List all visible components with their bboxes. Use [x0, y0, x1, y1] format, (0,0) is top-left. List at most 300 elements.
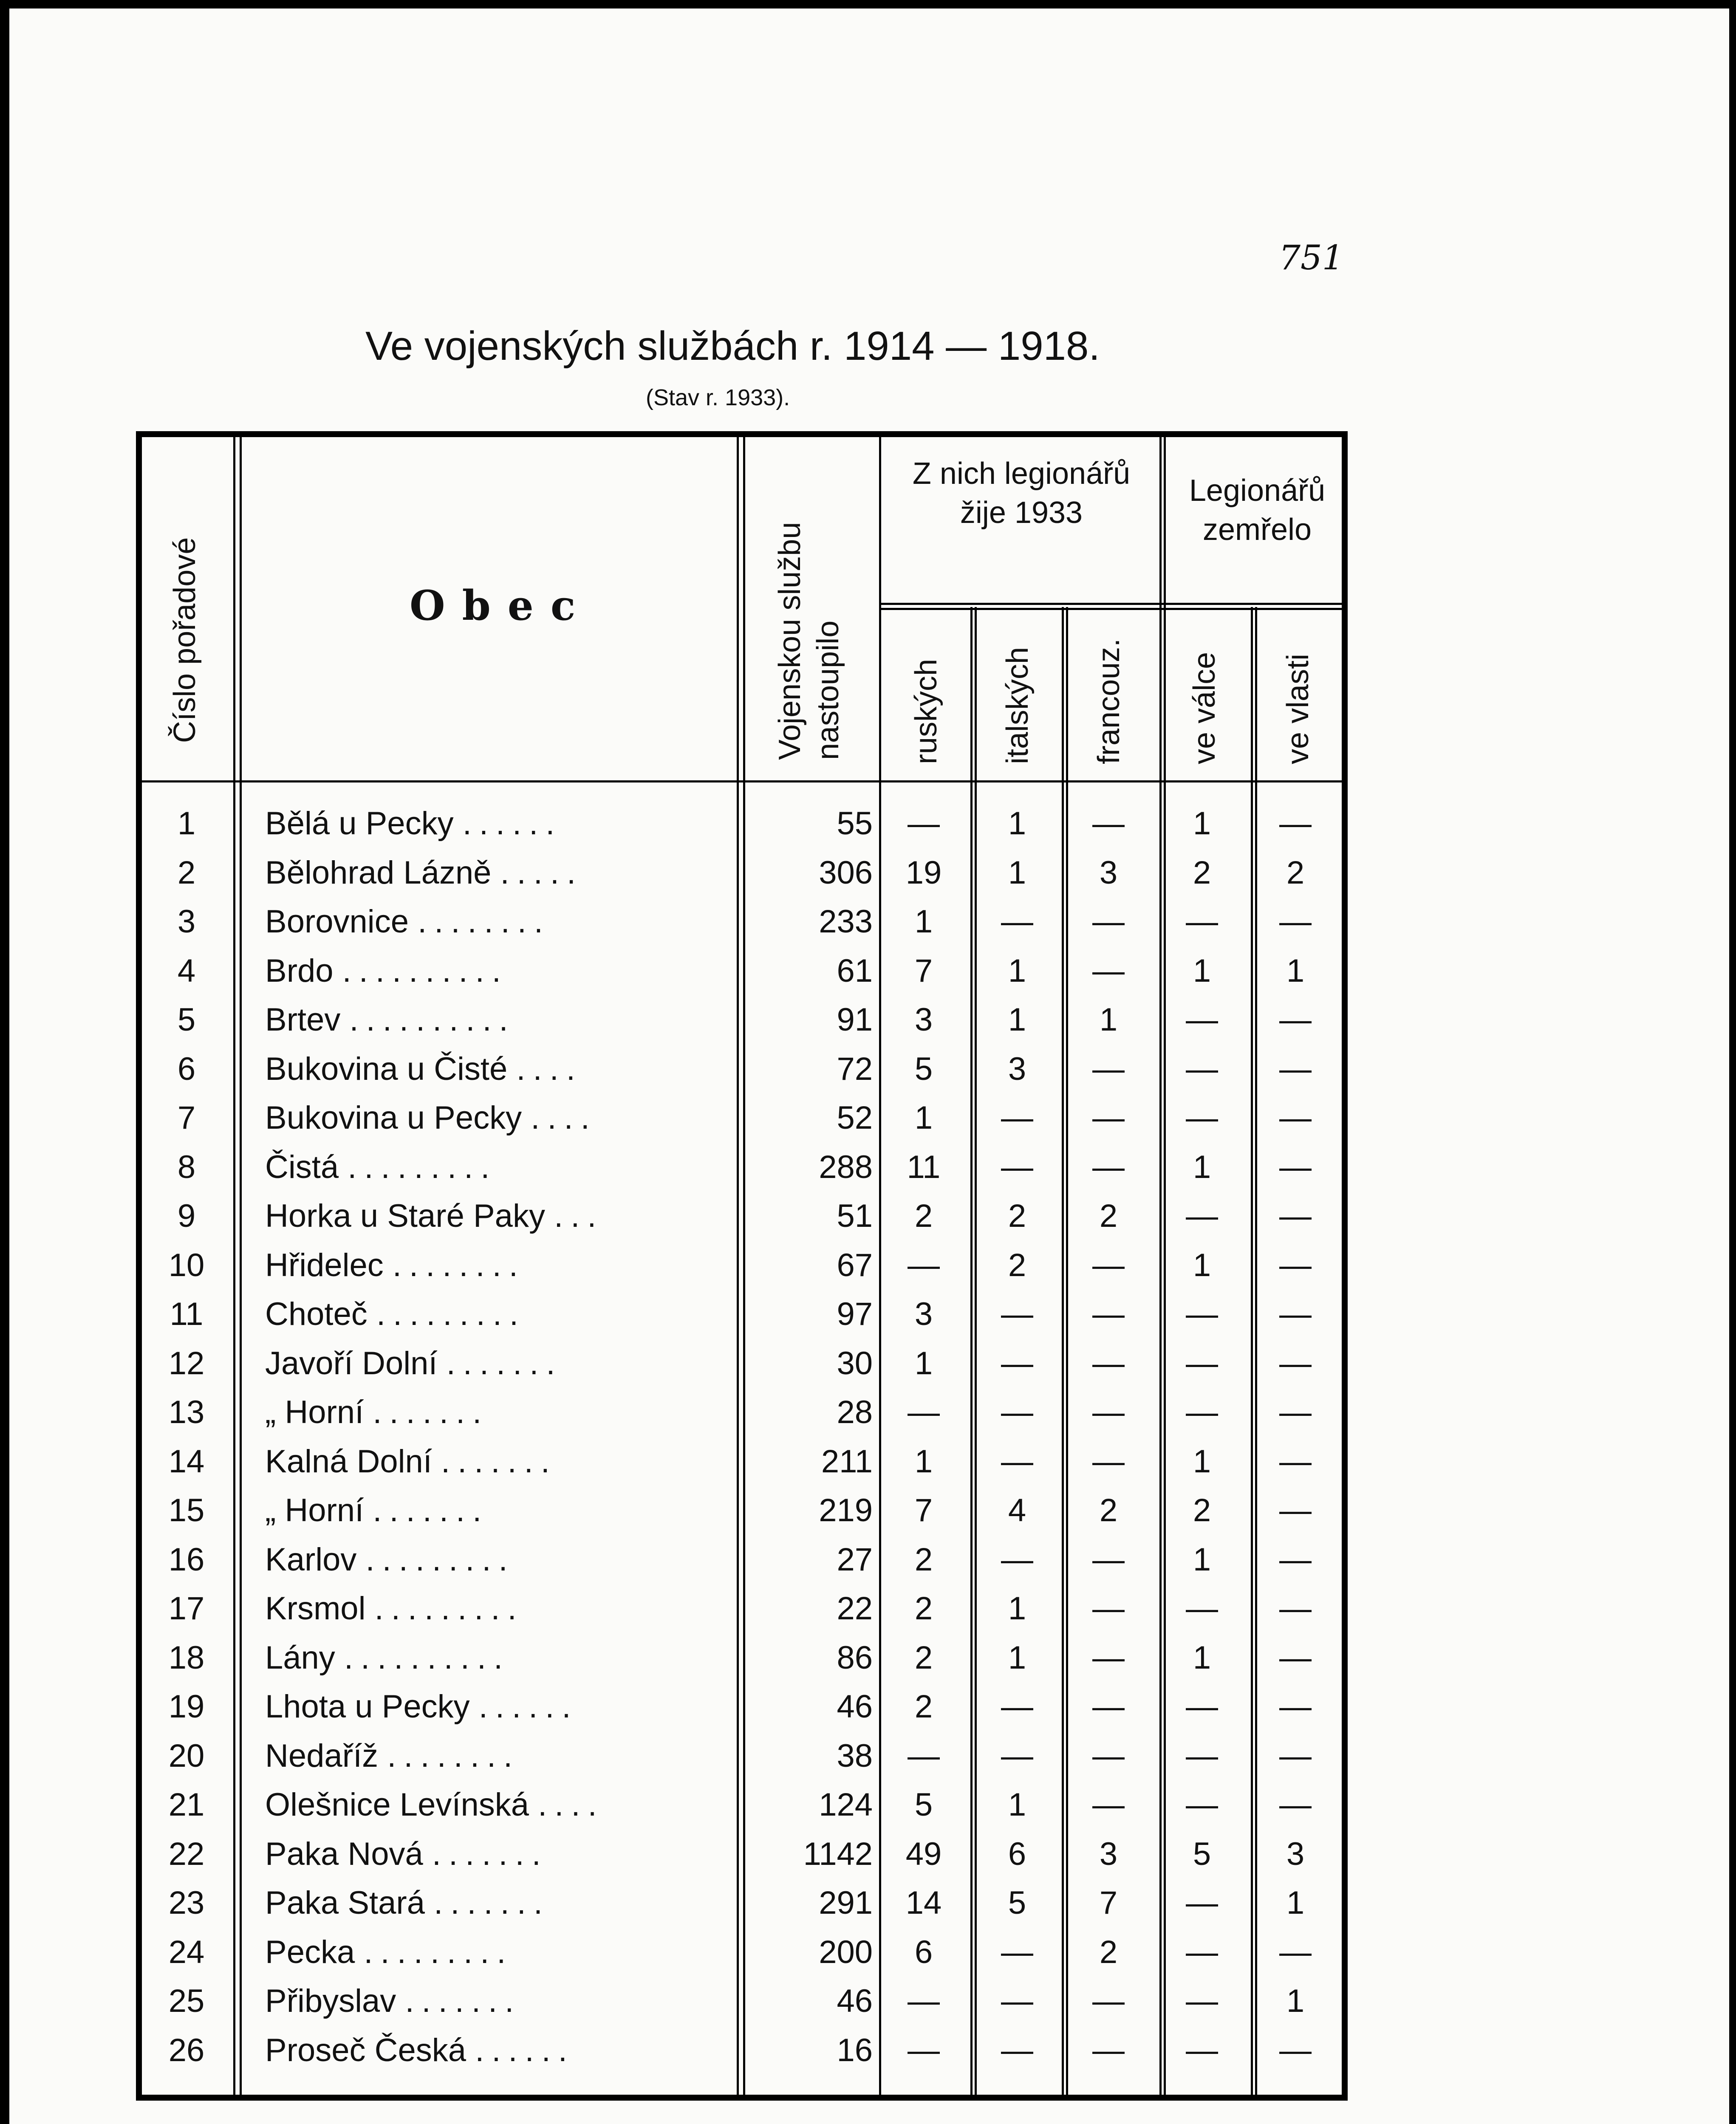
cell-ita: 4 — [1008, 1492, 1026, 1528]
header-zemrelo: Legionářů zemřelo — [1189, 474, 1326, 547]
table-row — [142, 1437, 1342, 1486]
cell-rus: 2 — [914, 1590, 933, 1627]
cell-war: — — [1186, 1051, 1218, 1087]
cell-name — [265, 1093, 711, 1143]
cell-home: — — [1279, 1247, 1312, 1283]
leader-dots: ....... — [434, 1885, 550, 1921]
cell-name — [265, 1928, 711, 1977]
cell-fra: — — [1092, 1100, 1125, 1136]
cell-total: 61 — [837, 952, 873, 989]
cell-total: 27 — [837, 1541, 873, 1578]
cell-total: 306 — [819, 854, 873, 891]
header-ruskych: ruských — [909, 658, 943, 764]
cell-name — [265, 1633, 711, 1683]
cell-name — [265, 1388, 711, 1437]
cell-war: — — [1186, 1689, 1218, 1725]
cell-home: — — [1279, 1590, 1312, 1627]
municipality-name: Brtev — [265, 1002, 341, 1038]
cell-ita: 1 — [1008, 952, 1026, 989]
page-title: Ve vojenských službách r. 1914 — 1918. — [365, 323, 1100, 369]
municipality-name: Brdo — [265, 952, 334, 989]
rule — [879, 608, 1342, 610]
cell-no: 11 — [170, 1296, 204, 1332]
cell-fra: — — [1092, 1689, 1125, 1725]
municipality-name: „ Horní — [265, 1394, 364, 1430]
cell-no: 14 — [168, 1443, 205, 1480]
cell-no: 13 — [168, 1394, 205, 1430]
cell-war: 1 — [1193, 1247, 1211, 1283]
cell-rus: 1 — [914, 1443, 933, 1480]
cell-no: 12 — [168, 1345, 205, 1381]
cell-ita: 6 — [1008, 1836, 1026, 1872]
table-row — [142, 1388, 1342, 1437]
cell-no: 16 — [168, 1541, 205, 1578]
table-row — [142, 1535, 1342, 1585]
cell-rus: 11 — [907, 1149, 941, 1185]
table-row — [142, 1584, 1342, 1633]
cell-name — [265, 1192, 711, 1241]
cell-war: 5 — [1193, 1836, 1211, 1872]
cell-no: 19 — [168, 1689, 205, 1725]
cell-ita: 1 — [1008, 1590, 1026, 1627]
leader-dots: ....... — [373, 1394, 489, 1430]
cell-fra: 2 — [1099, 1198, 1118, 1234]
cell-war: — — [1186, 1100, 1218, 1136]
cell-rus: 3 — [914, 1296, 933, 1332]
cell-name — [265, 1241, 711, 1290]
cell-war: — — [1186, 1590, 1218, 1627]
cell-rus: 19 — [905, 854, 942, 891]
scan-edge-right — [1729, 0, 1736, 2124]
table-row — [142, 1878, 1342, 1928]
cell-fra: — — [1092, 952, 1125, 989]
cell-ita: — — [1001, 1296, 1033, 1332]
cell-total: 124 — [819, 1787, 873, 1823]
cell-total: 16 — [837, 2032, 873, 2068]
cell-rus: 3 — [914, 1002, 933, 1038]
cell-rus: 1 — [914, 1345, 933, 1381]
municipality-name: Kalná Dolní — [265, 1443, 432, 1480]
cell-rus: 2 — [914, 1639, 933, 1676]
cell-fra: — — [1092, 1541, 1125, 1578]
cell-home: 1 — [1286, 1885, 1305, 1921]
cell-name — [265, 946, 711, 996]
cell-home: — — [1279, 1934, 1312, 1970]
municipality-name: Krsmol — [265, 1590, 366, 1627]
municipality-name: Nedaříž — [265, 1737, 379, 1774]
leader-dots: ........ — [392, 1247, 526, 1283]
cell-no: 7 — [177, 1100, 196, 1136]
cell-no: 17 — [168, 1590, 205, 1627]
cell-total: 97 — [837, 1296, 873, 1332]
cell-total: 46 — [837, 1689, 873, 1725]
municipality-name: Karlov — [265, 1541, 357, 1578]
cell-fra: — — [1092, 2032, 1125, 2068]
cell-war: 1 — [1193, 1443, 1211, 1480]
cell-fra: — — [1092, 1737, 1125, 1774]
cell-fra: — — [1092, 1443, 1125, 1480]
cell-name — [265, 1977, 711, 2026]
municipality-name: Bělá u Pecky — [265, 805, 454, 842]
header-ve-valce: ve válce — [1187, 652, 1221, 764]
cell-total: 28 — [837, 1394, 873, 1430]
leader-dots: ......... — [364, 1934, 514, 1970]
cell-name — [265, 848, 711, 898]
table-row — [142, 995, 1342, 1045]
municipality-name: „ Horní — [265, 1492, 364, 1528]
cell-war: — — [1186, 2032, 1218, 2068]
cell-home: — — [1279, 1689, 1312, 1725]
cell-war: — — [1186, 1394, 1218, 1430]
cell-home: — — [1279, 2032, 1312, 2068]
cell-no: 22 — [168, 1836, 205, 1872]
table-row — [142, 897, 1342, 946]
cell-no: 5 — [177, 1002, 196, 1038]
cell-name — [265, 897, 711, 946]
leader-dots: ...... — [462, 805, 563, 842]
cell-name — [265, 1143, 711, 1192]
leader-dots: .......... — [342, 952, 509, 989]
header-nastoupilo: Vojenskou službu nastoupilo — [773, 522, 845, 760]
cell-home: — — [1279, 1639, 1312, 1676]
cell-home: 1 — [1286, 952, 1305, 989]
cell-fra: — — [1092, 1296, 1125, 1332]
cell-rus: 1 — [914, 904, 933, 940]
page-number: 751 — [1279, 238, 1344, 277]
cell-fra: — — [1092, 1345, 1125, 1381]
cell-no: 4 — [177, 952, 196, 989]
table-row — [142, 2026, 1342, 2075]
municipality-name: Javoří Dolní — [265, 1345, 438, 1381]
cell-name — [265, 1045, 711, 1094]
cell-no: 21 — [168, 1787, 205, 1823]
cell-ita: 2 — [1008, 1198, 1026, 1234]
leader-dots: .......... — [344, 1639, 511, 1676]
table-row — [142, 1486, 1342, 1535]
table-row — [142, 799, 1342, 848]
municipality-name: Horka u Staré Paky — [265, 1198, 545, 1234]
header-cislo: Číslo pořadové — [168, 537, 202, 743]
header-obec: Obec — [410, 582, 593, 630]
cell-war: 1 — [1193, 952, 1211, 989]
cell-ita: — — [1001, 1934, 1033, 1970]
cell-name — [265, 1731, 711, 1781]
cell-war: 2 — [1193, 1492, 1211, 1528]
cell-fra: — — [1092, 1051, 1125, 1087]
cell-fra: 3 — [1099, 1836, 1118, 1872]
cell-home: — — [1279, 805, 1312, 842]
cell-fra: — — [1092, 1983, 1125, 2019]
cell-name — [265, 2026, 711, 2075]
municipality-name: Borovnice — [265, 904, 409, 940]
header-ve-vlasti: ve vlasti — [1281, 653, 1315, 764]
cell-total: 51 — [837, 1198, 873, 1234]
cell-war: 1 — [1193, 1149, 1211, 1185]
cell-fra: — — [1092, 1639, 1125, 1676]
cell-no: 9 — [177, 1198, 196, 1234]
cell-war: 1 — [1193, 1541, 1211, 1578]
cell-war: 1 — [1193, 805, 1211, 842]
cell-rus: — — [908, 1983, 940, 2019]
cell-name — [265, 1878, 711, 1928]
leader-dots: ....... — [373, 1492, 489, 1528]
leader-dots: .... — [531, 1100, 597, 1136]
cell-no: 18 — [168, 1639, 205, 1676]
leader-dots: ......... — [374, 1590, 524, 1627]
cell-ita: — — [1001, 1443, 1033, 1480]
cell-fra: 2 — [1099, 1934, 1118, 1970]
cell-home: — — [1279, 1100, 1312, 1136]
table-row — [142, 1093, 1342, 1143]
municipality-name: Choteč — [265, 1296, 368, 1332]
cell-name — [265, 1584, 711, 1633]
cell-fra: — — [1092, 1394, 1125, 1430]
table-row — [142, 1339, 1342, 1388]
cell-rus: — — [908, 1394, 940, 1430]
leader-dots: ........ — [387, 1737, 520, 1774]
leader-dots: ....... — [446, 1345, 563, 1381]
cell-rus: 6 — [914, 1934, 933, 1970]
cell-total: 67 — [837, 1247, 873, 1283]
cell-total: 91 — [837, 1002, 873, 1038]
cell-rus: 2 — [914, 1198, 933, 1234]
table-row — [142, 1290, 1342, 1339]
scan-edge-left — [0, 0, 9, 2124]
cell-home: — — [1279, 1296, 1312, 1332]
table-row — [142, 848, 1342, 898]
cell-war: — — [1186, 1345, 1218, 1381]
leader-dots: ..... — [500, 854, 584, 891]
header-divider — [142, 780, 1344, 782]
cell-war: — — [1186, 1885, 1218, 1921]
cell-no: 6 — [177, 1051, 196, 1087]
cell-war: — — [1186, 1002, 1218, 1038]
cell-name — [265, 1535, 711, 1585]
cell-ita: 3 — [1008, 1051, 1026, 1087]
cell-ita: — — [1001, 1149, 1033, 1185]
rule — [879, 603, 1342, 605]
municipality-name: Přibyslav — [265, 1983, 396, 2019]
table-row — [142, 946, 1342, 996]
cell-total: 55 — [837, 805, 873, 842]
cell-total: 22 — [837, 1590, 873, 1627]
table-row — [142, 1241, 1342, 1290]
table-row — [142, 1045, 1342, 1094]
cell-no: 15 — [168, 1492, 205, 1528]
leader-dots: ....... — [441, 1443, 557, 1480]
cell-no: 23 — [168, 1885, 205, 1921]
cell-total: 233 — [819, 904, 873, 940]
cell-fra: — — [1092, 805, 1125, 842]
cell-fra: — — [1092, 1247, 1125, 1283]
municipality-name: Bukovina u Pecky — [265, 1100, 522, 1136]
cell-war: — — [1186, 1737, 1218, 1774]
cell-name — [265, 1486, 711, 1535]
cell-ita: 1 — [1008, 1787, 1026, 1823]
cell-ita: 5 — [1008, 1885, 1026, 1921]
cell-rus: 1 — [914, 1100, 933, 1136]
cell-total: 211 — [821, 1443, 873, 1480]
leader-dots: ... — [554, 1198, 604, 1234]
cell-rus: — — [908, 2032, 940, 2068]
leader-dots: ........ — [418, 904, 551, 940]
cell-name — [265, 1290, 711, 1339]
cell-no: 8 — [177, 1149, 196, 1185]
cell-war: — — [1186, 1198, 1218, 1234]
cell-ita: — — [1001, 1983, 1033, 2019]
cell-name — [265, 799, 711, 848]
cell-no: 26 — [168, 2032, 205, 2068]
cell-ita: 1 — [1008, 854, 1026, 891]
municipality-name: Proseč Česká — [265, 2032, 467, 2068]
cell-no: 24 — [168, 1934, 205, 1970]
table-row — [142, 1977, 1342, 2026]
cell-home: — — [1279, 1345, 1312, 1381]
cell-home: — — [1279, 1394, 1312, 1430]
cell-no: 2 — [177, 854, 196, 891]
cell-home: — — [1279, 1541, 1312, 1578]
cell-rus: 7 — [914, 1492, 933, 1528]
cell-ita: — — [1001, 1394, 1033, 1430]
municipality-name: Paka Nová — [265, 1836, 423, 1872]
cell-ita: — — [1001, 1689, 1033, 1725]
table-row — [142, 1928, 1342, 1977]
cell-name — [265, 1780, 711, 1830]
cell-total: 72 — [837, 1051, 873, 1087]
cell-no: 20 — [168, 1737, 205, 1774]
municipality-name: Čistá — [265, 1149, 339, 1185]
cell-war: — — [1186, 1296, 1218, 1332]
municipality-name: Olešnice Levínská — [265, 1787, 529, 1823]
cell-no: 1 — [177, 805, 196, 842]
cell-fra: — — [1092, 1787, 1125, 1823]
cell-total: 30 — [837, 1345, 873, 1381]
cell-home: — — [1279, 1149, 1312, 1185]
table-row — [142, 1682, 1342, 1731]
cell-fra: — — [1092, 1590, 1125, 1627]
cell-war: 2 — [1193, 854, 1211, 891]
cell-home: — — [1279, 1737, 1312, 1774]
municipality-name: Lhota u Pecky — [265, 1689, 470, 1725]
leader-dots: .... — [538, 1787, 605, 1823]
cell-home: — — [1279, 1443, 1312, 1480]
municipality-name: Lány — [265, 1639, 335, 1676]
cell-home: 1 — [1286, 1983, 1305, 2019]
cell-name — [265, 1830, 711, 1879]
leader-dots: ......... — [365, 1541, 515, 1578]
leader-dots: ...... — [475, 2032, 575, 2068]
cell-fra: 7 — [1099, 1885, 1118, 1921]
cell-rus: 49 — [905, 1836, 942, 1872]
cell-ita: 2 — [1008, 1247, 1026, 1283]
leader-dots: ....... — [405, 1983, 522, 2019]
municipality-name: Bukovina u Čisté — [265, 1051, 508, 1087]
municipality-name: Pecka — [265, 1934, 355, 1970]
cell-fra: 2 — [1099, 1492, 1118, 1528]
cell-total: 38 — [837, 1737, 873, 1774]
leader-dots: .......... — [349, 1002, 516, 1038]
table-row — [142, 1143, 1342, 1192]
table-row — [142, 1780, 1342, 1830]
cell-rus: 5 — [914, 1051, 933, 1087]
cell-name — [265, 1339, 711, 1388]
cell-home: 2 — [1286, 854, 1305, 891]
cell-no: 3 — [177, 904, 196, 940]
cell-fra: 3 — [1099, 854, 1118, 891]
municipality-name: Bělohrad Lázně — [265, 854, 492, 891]
cell-no: 25 — [168, 1983, 205, 2019]
cell-ita: — — [1001, 1345, 1033, 1381]
cell-total: 46 — [837, 1983, 873, 2019]
cell-home: — — [1279, 904, 1312, 940]
cell-home: — — [1279, 1492, 1312, 1528]
table-row — [142, 1633, 1342, 1683]
cell-war: — — [1186, 1983, 1218, 2019]
leader-dots: ....... — [432, 1836, 549, 1872]
cell-rus: 7 — [914, 952, 933, 989]
cell-name — [265, 1437, 711, 1486]
cell-rus: — — [908, 1247, 940, 1283]
header-italskych: italských — [1001, 647, 1035, 764]
data-table — [136, 431, 1348, 2101]
cell-ita: 1 — [1008, 1002, 1026, 1038]
leader-dots: ......... — [376, 1296, 526, 1332]
table-row — [142, 1830, 1342, 1879]
cell-ita: 1 — [1008, 1639, 1026, 1676]
cell-home: — — [1279, 1002, 1312, 1038]
cell-ita: — — [1001, 2032, 1033, 2068]
header-z-nich: Z nich legionářů žije 1933 — [912, 457, 1131, 530]
cell-war: — — [1186, 904, 1218, 940]
cell-rus: 5 — [914, 1787, 933, 1823]
cell-total: 52 — [837, 1100, 873, 1136]
cell-fra: 1 — [1099, 1002, 1118, 1038]
municipality-name: Hřidelec — [265, 1247, 384, 1283]
cell-no: 10 — [168, 1247, 205, 1283]
cell-home: — — [1279, 1051, 1312, 1087]
cell-ita: — — [1001, 1737, 1033, 1774]
cell-home: — — [1279, 1787, 1312, 1823]
cell-home: — — [1279, 1198, 1312, 1234]
cell-war: — — [1186, 1934, 1218, 1970]
cell-ita: — — [1001, 904, 1033, 940]
cell-total: 288 — [819, 1149, 873, 1185]
cell-ita: 1 — [1008, 805, 1026, 842]
header-francouz: francouz. — [1092, 638, 1126, 764]
table-row — [142, 1192, 1342, 1241]
cell-ita: — — [1001, 1100, 1033, 1136]
leader-dots: ......... — [348, 1149, 498, 1185]
cell-war: 1 — [1193, 1639, 1211, 1676]
cell-total: 291 — [819, 1885, 873, 1921]
scan-edge-top — [0, 0, 1736, 8]
cell-ita: — — [1001, 1541, 1033, 1578]
cell-total: 86 — [837, 1639, 873, 1676]
cell-fra: — — [1092, 1149, 1125, 1185]
cell-rus: — — [908, 1737, 940, 1774]
cell-total: 219 — [819, 1492, 873, 1528]
table-row — [142, 1731, 1342, 1781]
cell-total: 1142 — [803, 1836, 873, 1872]
cell-rus: 2 — [914, 1689, 933, 1725]
cell-rus: 14 — [905, 1885, 942, 1921]
cell-rus: — — [908, 805, 940, 842]
cell-home: 3 — [1286, 1836, 1305, 1872]
cell-rus: 2 — [914, 1541, 933, 1578]
municipality-name: Paka Stará — [265, 1885, 425, 1921]
cell-war: — — [1186, 1787, 1218, 1823]
leader-dots: ...... — [478, 1689, 579, 1725]
